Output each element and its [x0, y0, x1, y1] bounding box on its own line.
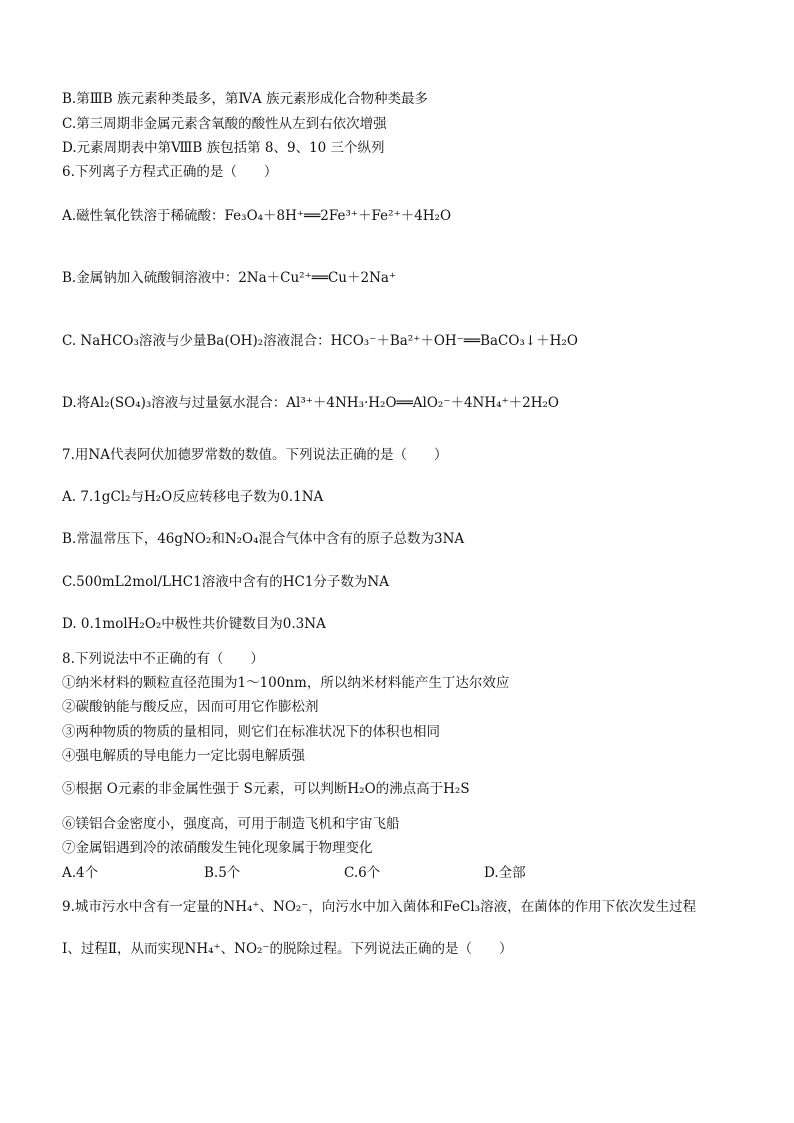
q6-option-c: C. NaHCO₃溶液与少量Ba(OH)₂溶液混合：HCO₃⁻＋Ba²⁺＋OH⁻══BaCO₃↓＋H₂O — [62, 333, 578, 349]
question-6: 6.下列离子方程式正确的是（ ） — [62, 164, 278, 180]
q8-statement-3: ③两种物质的物质的量相同，则它们在标准状况下的体积也相同 — [62, 724, 440, 740]
q5-option-b: B.第ⅢB 族元素种类最多，第ⅣA 族元素形成化合物种类最多 — [62, 91, 428, 107]
q8-statement-2: ②碳酸钠能与酸反应，因而可用它作膨松剂 — [62, 699, 319, 715]
q8-option-c: C.6个 — [344, 865, 381, 881]
q5-option-d: D.元素周期表中第ⅧB 族包括第 8、9、10 三个纵列 — [62, 140, 385, 156]
q6-option-b: B.金属钠加入硫酸铜溶液中：2Na＋Cu²⁺══Cu＋2Na⁺ — [62, 270, 397, 286]
q8-statement-1: ①纳米材料的颗粒直径范围为1～100nm，所以纳米材料能产生丁达尔效应 — [62, 675, 510, 691]
q8-option-d: D.全部 — [484, 865, 526, 881]
q7-option-c: C.500mL2mol/LHC1溶液中含有的HC1分子数为NA — [62, 574, 389, 590]
question-9: 9.城市污水中含有一定量的NH₄⁺、NO₂⁻，向污水中加入菌体和FeCl₃溶液，在菌体的作用下依次发生过程 — [62, 899, 697, 915]
question-7: 7.用NA代表阿伏加德罗常数的数值。下列说法正确的是（ ） — [62, 447, 448, 463]
q8-option-a: A.4个 — [62, 865, 99, 881]
q8-option-b: B.5个 — [204, 865, 241, 881]
q7-option-b: B.常温常压下，46gNO₂和N₂O₄混合气体中含有的原子总数为3NA — [62, 531, 465, 547]
q5-option-c: C.第三周期非金属元素含氧酸的酸性从左到右依次增强 — [62, 116, 387, 132]
question-9-continued: Ⅰ、过程Ⅱ，从而实现NH₄⁺、NO₂⁻的脱除过程。下列说法正确的是（ ） — [62, 941, 513, 957]
q7-option-d: D. 0.1molH₂O₂中极性共价键数目为0.3NA — [62, 616, 326, 632]
q6-option-d: D.将Al₂(SO₄)₃溶液与过量氨水混合：Al³⁺＋4NH₃·H₂O══AlO₂⁻＋4NH₄⁺＋2H₂O — [62, 395, 560, 411]
q7-option-a: A. 7.1gCl₂与H₂O反应转移电子数为0.1NA — [62, 489, 324, 505]
q8-statement-4: ④强电解质的导电能力一定比弱电解质强 — [62, 748, 305, 764]
question-8: 8.下列说法中不正确的有（ ） — [62, 651, 264, 667]
q8-statement-7: ⑦金属铝遇到冷的浓硝酸发生钝化现象属于物理变化 — [62, 840, 373, 856]
q8-statement-5: ⑤根据 O元素的非金属性强于 S元素，可以判断H₂O的沸点高于H₂S — [62, 781, 470, 797]
q8-statement-6: ⑥镁铝合金密度小，强度高，可用于制造飞机和宇宙飞船 — [62, 816, 400, 832]
q6-option-a: A.磁性氧化铁溶于稀硫酸：Fe₃O₄＋8H⁺══2Fe³⁺＋Fe²⁺＋4H₂O — [62, 208, 452, 224]
